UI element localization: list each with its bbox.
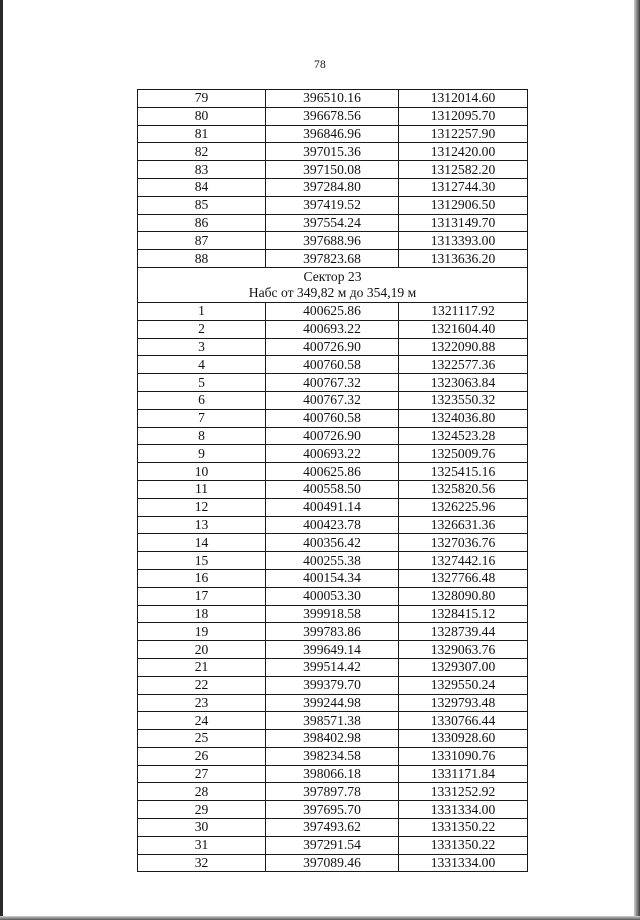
point-number-cell: 3 xyxy=(138,338,266,356)
x-coordinate-cell: 400760.58 xyxy=(266,409,399,427)
sector-subtitle: Набс от 349,82 м до 354,19 м xyxy=(248,284,417,300)
point-number-cell: 23 xyxy=(138,694,266,712)
x-coordinate-cell: 400356.42 xyxy=(266,534,399,552)
x-coordinate-cell: 396678.56 xyxy=(266,107,399,125)
y-coordinate-cell: 1321604.40 xyxy=(399,320,528,338)
point-number-cell: 84 xyxy=(138,178,266,196)
x-coordinate-cell: 400767.32 xyxy=(266,391,399,409)
y-coordinate-cell: 1326225.96 xyxy=(399,498,528,516)
y-coordinate-cell: 1312257.90 xyxy=(399,125,528,143)
point-number-cell: 85 xyxy=(138,196,266,214)
table-row xyxy=(138,569,528,587)
point-number-cell: 17 xyxy=(138,587,266,605)
table-row xyxy=(138,409,528,427)
table-body-before xyxy=(138,90,528,268)
point-number-cell: 27 xyxy=(138,765,266,783)
y-coordinate-cell: 1327036.76 xyxy=(399,534,528,552)
point-number-cell: 28 xyxy=(138,783,266,801)
x-coordinate-cell: 400726.90 xyxy=(266,427,399,445)
x-coordinate-cell: 400625.86 xyxy=(266,302,399,320)
table-row xyxy=(138,765,528,783)
table-row xyxy=(138,302,528,320)
table-row xyxy=(138,605,528,623)
x-coordinate-cell: 397554.24 xyxy=(266,214,399,232)
point-number-cell: 30 xyxy=(138,819,266,837)
x-coordinate-cell: 398234.58 xyxy=(266,747,399,765)
table-row xyxy=(138,427,528,445)
table-row xyxy=(138,196,528,214)
x-coordinate-cell: 400693.22 xyxy=(266,445,399,463)
table-row xyxy=(138,480,528,498)
table-row xyxy=(138,534,528,552)
scan-edge-right xyxy=(634,0,640,920)
point-number-cell: 80 xyxy=(138,107,266,125)
point-number-cell: 12 xyxy=(138,498,266,516)
y-coordinate-cell: 1313393.00 xyxy=(399,232,528,250)
y-coordinate-cell: 1331252.92 xyxy=(399,783,528,801)
point-number-cell: 16 xyxy=(138,569,266,587)
y-coordinate-cell: 1322090.88 xyxy=(399,338,528,356)
x-coordinate-cell: 400053.30 xyxy=(266,587,399,605)
point-number-cell: 87 xyxy=(138,232,266,250)
sector-header-body xyxy=(138,267,528,302)
x-coordinate-cell: 400693.22 xyxy=(266,320,399,338)
x-coordinate-cell: 399783.86 xyxy=(266,623,399,641)
sector-header-cell xyxy=(138,267,528,302)
y-coordinate-cell: 1326631.36 xyxy=(399,516,528,534)
point-number-cell: 9 xyxy=(138,445,266,463)
y-coordinate-cell: 1328415.12 xyxy=(399,605,528,623)
x-coordinate-cell: 396846.96 xyxy=(266,125,399,143)
point-number-cell: 19 xyxy=(138,623,266,641)
y-coordinate-cell: 1312744.30 xyxy=(399,178,528,196)
point-number-cell: 20 xyxy=(138,641,266,659)
x-coordinate-cell: 400255.38 xyxy=(266,552,399,570)
x-coordinate-cell: 397688.96 xyxy=(266,232,399,250)
x-coordinate-cell: 397015.36 xyxy=(266,143,399,161)
x-coordinate-cell: 399379.70 xyxy=(266,676,399,694)
x-coordinate-cell: 400558.50 xyxy=(266,480,399,498)
table-row xyxy=(138,658,528,676)
table-row xyxy=(138,730,528,748)
point-number-cell: 25 xyxy=(138,730,266,748)
table-row xyxy=(138,676,528,694)
x-coordinate-cell: 398066.18 xyxy=(266,765,399,783)
point-number-cell: 14 xyxy=(138,534,266,552)
point-number-cell: 7 xyxy=(138,409,266,427)
y-coordinate-cell: 1330928.60 xyxy=(399,730,528,748)
table-row xyxy=(138,712,528,730)
x-coordinate-cell: 399918.58 xyxy=(266,605,399,623)
point-number-cell: 22 xyxy=(138,676,266,694)
y-coordinate-cell: 1331334.00 xyxy=(399,854,528,872)
table-row xyxy=(138,552,528,570)
point-number-cell: 86 xyxy=(138,214,266,232)
table-row xyxy=(138,801,528,819)
y-coordinate-cell: 1323550.32 xyxy=(399,391,528,409)
y-coordinate-cell: 1321117.92 xyxy=(399,302,528,320)
y-coordinate-cell: 1312014.60 xyxy=(399,90,528,108)
y-coordinate-cell: 1327766.48 xyxy=(399,569,528,587)
table-row xyxy=(138,214,528,232)
y-coordinate-cell: 1330766.44 xyxy=(399,712,528,730)
x-coordinate-cell: 397089.46 xyxy=(266,854,399,872)
scan-edge-left xyxy=(0,0,3,920)
x-coordinate-cell: 400423.78 xyxy=(266,516,399,534)
table-row xyxy=(138,143,528,161)
x-coordinate-cell: 399244.98 xyxy=(266,694,399,712)
table-row xyxy=(138,463,528,481)
y-coordinate-cell: 1328739.44 xyxy=(399,623,528,641)
y-coordinate-cell: 1325415.16 xyxy=(399,463,528,481)
point-number-cell: 5 xyxy=(138,374,266,392)
y-coordinate-cell: 1312906.50 xyxy=(399,196,528,214)
point-number-cell: 6 xyxy=(138,391,266,409)
y-coordinate-cell: 1331090.76 xyxy=(399,747,528,765)
point-number-cell: 32 xyxy=(138,854,266,872)
sector-title: Сектор 23 xyxy=(303,268,362,284)
x-coordinate-cell: 397419.52 xyxy=(266,196,399,214)
table-row xyxy=(138,445,528,463)
y-coordinate-cell: 1329063.76 xyxy=(399,641,528,659)
y-coordinate-cell: 1331350.22 xyxy=(399,819,528,837)
y-coordinate-cell: 1312582.20 xyxy=(399,161,528,179)
y-coordinate-cell: 1325820.56 xyxy=(399,480,528,498)
table-row xyxy=(138,819,528,837)
point-number-cell: 8 xyxy=(138,427,266,445)
point-number-cell: 79 xyxy=(138,90,266,108)
table-row xyxy=(138,125,528,143)
table-row xyxy=(138,356,528,374)
y-coordinate-cell: 1324523.28 xyxy=(399,427,528,445)
point-number-cell: 2 xyxy=(138,320,266,338)
point-number-cell: 15 xyxy=(138,552,266,570)
table-row xyxy=(138,836,528,854)
x-coordinate-cell: 400767.32 xyxy=(266,374,399,392)
table-row xyxy=(138,694,528,712)
y-coordinate-cell: 1324036.80 xyxy=(399,409,528,427)
x-coordinate-cell: 397291.54 xyxy=(266,836,399,854)
table-row xyxy=(138,854,528,872)
table-row xyxy=(138,320,528,338)
y-coordinate-cell: 1329550.24 xyxy=(399,676,528,694)
table-row xyxy=(138,178,528,196)
table-row xyxy=(138,107,528,125)
x-coordinate-cell: 400760.58 xyxy=(266,356,399,374)
scan-edge-bottom xyxy=(0,916,640,920)
x-coordinate-cell: 397897.78 xyxy=(266,783,399,801)
x-coordinate-cell: 397284.80 xyxy=(266,178,399,196)
point-number-cell: 11 xyxy=(138,480,266,498)
table-row xyxy=(138,641,528,659)
x-coordinate-cell: 398571.38 xyxy=(266,712,399,730)
point-number-cell: 82 xyxy=(138,143,266,161)
y-coordinate-cell: 1327442.16 xyxy=(399,552,528,570)
table-row xyxy=(138,90,528,108)
x-coordinate-cell: 399649.14 xyxy=(266,641,399,659)
sector-header-row xyxy=(138,267,528,302)
table-row xyxy=(138,338,528,356)
table-row xyxy=(138,374,528,392)
page-number: 78 xyxy=(314,59,326,71)
table-row xyxy=(138,498,528,516)
y-coordinate-cell: 1329307.00 xyxy=(399,658,528,676)
y-coordinate-cell: 1313149.70 xyxy=(399,214,528,232)
y-coordinate-cell: 1312095.70 xyxy=(399,107,528,125)
point-number-cell: 81 xyxy=(138,125,266,143)
coordinates-table xyxy=(137,89,528,872)
point-number-cell: 88 xyxy=(138,250,266,268)
y-coordinate-cell: 1331171.84 xyxy=(399,765,528,783)
y-coordinate-cell: 1329793.48 xyxy=(399,694,528,712)
x-coordinate-cell: 397695.70 xyxy=(266,801,399,819)
table-row xyxy=(138,587,528,605)
x-coordinate-cell: 400154.34 xyxy=(266,569,399,587)
x-coordinate-cell: 400726.90 xyxy=(266,338,399,356)
point-number-cell: 13 xyxy=(138,516,266,534)
x-coordinate-cell: 396510.16 xyxy=(266,90,399,108)
y-coordinate-cell: 1323063.84 xyxy=(399,374,528,392)
point-number-cell: 10 xyxy=(138,463,266,481)
point-number-cell: 29 xyxy=(138,801,266,819)
table-row xyxy=(138,623,528,641)
x-coordinate-cell: 397150.08 xyxy=(266,161,399,179)
y-coordinate-cell: 1325009.76 xyxy=(399,445,528,463)
y-coordinate-cell: 1331350.22 xyxy=(399,836,528,854)
y-coordinate-cell: 1312420.00 xyxy=(399,143,528,161)
table-row xyxy=(138,161,528,179)
x-coordinate-cell: 399514.42 xyxy=(266,658,399,676)
y-coordinate-cell: 1328090.80 xyxy=(399,587,528,605)
table-row xyxy=(138,232,528,250)
y-coordinate-cell: 1313636.20 xyxy=(399,250,528,268)
table-row xyxy=(138,516,528,534)
y-coordinate-cell: 1322577.36 xyxy=(399,356,528,374)
table-row xyxy=(138,391,528,409)
x-coordinate-cell: 397493.62 xyxy=(266,819,399,837)
x-coordinate-cell: 400625.86 xyxy=(266,463,399,481)
point-number-cell: 4 xyxy=(138,356,266,374)
point-number-cell: 1 xyxy=(138,302,266,320)
point-number-cell: 31 xyxy=(138,836,266,854)
table-row xyxy=(138,250,528,268)
table-row xyxy=(138,783,528,801)
x-coordinate-cell: 398402.98 xyxy=(266,730,399,748)
point-number-cell: 24 xyxy=(138,712,266,730)
table-row xyxy=(138,747,528,765)
table-body-after xyxy=(138,302,528,872)
x-coordinate-cell: 397823.68 xyxy=(266,250,399,268)
point-number-cell: 18 xyxy=(138,605,266,623)
point-number-cell: 83 xyxy=(138,161,266,179)
x-coordinate-cell: 400491.14 xyxy=(266,498,399,516)
point-number-cell: 21 xyxy=(138,658,266,676)
y-coordinate-cell: 1331334.00 xyxy=(399,801,528,819)
point-number-cell: 26 xyxy=(138,747,266,765)
